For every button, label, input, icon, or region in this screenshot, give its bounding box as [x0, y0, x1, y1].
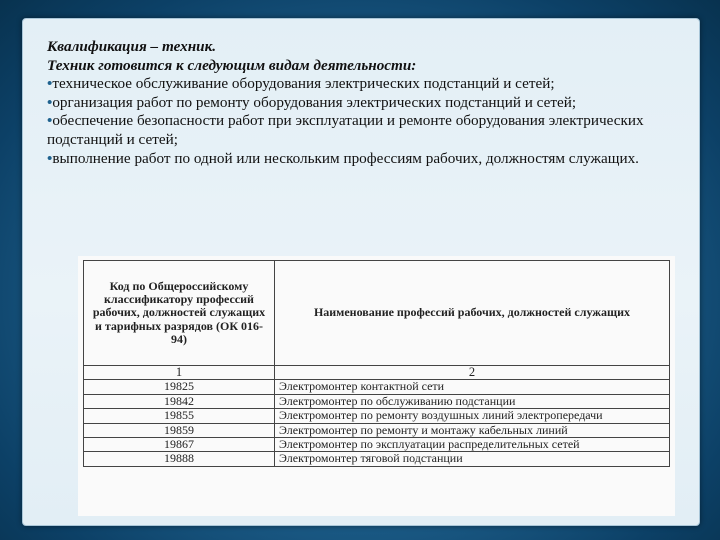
column-number: 1 — [84, 366, 275, 380]
column-number-row — [84, 366, 670, 380]
row-code: 19825 — [84, 380, 275, 394]
bullet-icon: • — [47, 75, 53, 93]
row-code: 19888 — [84, 452, 275, 466]
row-name: Электромонтер по эксплуатации распределительных сетей — [275, 438, 670, 452]
header-code: Код по Общероссийскому классификатору профессий рабочих, должностей служащих и тарифных разрядов (ОК 016-94) — [84, 261, 275, 366]
table-row — [84, 423, 670, 437]
table-row — [84, 452, 670, 466]
table-row — [84, 409, 670, 423]
row-name: Электромонтер по ремонту воздушных линий электропередачи — [275, 409, 670, 423]
activities-heading: Техник готовится к следующим видам деятельности: — [47, 56, 417, 74]
table-row — [84, 438, 670, 452]
bullet-item: •выполнение работ по одной или нескольким профессиям рабочих, должностям служащих. — [47, 149, 639, 167]
bullet-item: •техническое обслуживание оборудования электрических подстанций и сетей; — [47, 75, 555, 93]
bullet-icon: • — [47, 149, 53, 167]
professions-table-image — [78, 256, 675, 516]
column-number: 2 — [275, 366, 670, 380]
row-name: Электромонтер по ремонту и монтажу кабельных линий — [275, 423, 670, 437]
bullet-icon: • — [47, 112, 53, 130]
qualification-heading: Квалификация – техник. — [47, 38, 217, 55]
row-name: Электромонтер тяговой подстанции — [275, 452, 670, 466]
table-row — [84, 394, 670, 408]
row-code: 19842 — [84, 394, 275, 408]
row-name: Электромонтер контактной сети — [275, 380, 670, 394]
row-code: 19859 — [84, 423, 275, 437]
slide-text — [47, 38, 657, 168]
bullet-item: •организация работ по ремонту оборудования электрических подстанций и сетей; — [47, 93, 577, 111]
row-code: 19867 — [84, 438, 275, 452]
table-header-row — [84, 261, 670, 366]
bullet-icon: • — [47, 93, 53, 111]
row-name: Электромонтер по обслуживанию подстанции — [275, 394, 670, 408]
professions-table — [83, 260, 670, 467]
bullet-item: •обеспечение безопасности работ при эксплуатации и ремонте оборудования электрических подстанций и сетей; — [47, 112, 644, 148]
header-name: Наименование профессий рабочих, должностей служащих — [275, 261, 670, 366]
table-row — [84, 380, 670, 394]
row-code: 19855 — [84, 409, 275, 423]
